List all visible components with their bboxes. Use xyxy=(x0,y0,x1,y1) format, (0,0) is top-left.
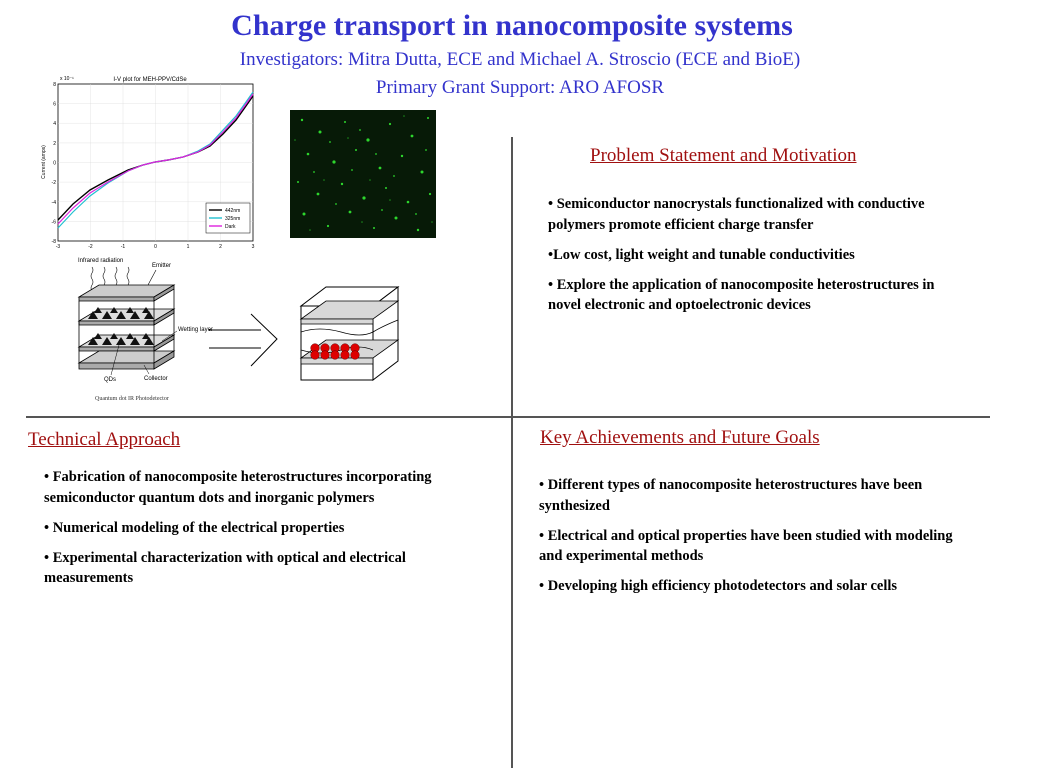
y-tick: -6 xyxy=(51,219,56,226)
iv-plot-exponent: x 10⁻¹ xyxy=(60,76,74,82)
collector-label: Collector xyxy=(144,376,168,382)
iv-plot-figure xyxy=(38,72,263,252)
detector-caption: Quantum dot IR Photodetector xyxy=(95,396,169,402)
list-item: • Developing high efficiency photodetectors and solar cells xyxy=(539,578,898,594)
technical-approach-list xyxy=(44,467,494,598)
x-tick: -2 xyxy=(88,244,93,250)
nanocomposite-device-diagram xyxy=(298,284,402,382)
iv-x-ticks xyxy=(56,244,255,250)
list-item: • Electrical and optical properties have been studied with modeling and experimental methods xyxy=(539,527,953,564)
x-tick: -3 xyxy=(55,244,61,250)
x-tick: 0 xyxy=(154,244,157,250)
iv-plot-title: I-V plot for MEH-PPV/CdSe xyxy=(113,77,187,83)
vertical-divider xyxy=(511,137,513,768)
emitter-label: Emitter xyxy=(152,263,172,269)
x-tick: 1 xyxy=(186,244,190,250)
list-item: • Semiconductor nanocrystals functionalized with conductive polymers promote efficient charge transfer xyxy=(548,196,925,233)
problem-statement-list xyxy=(548,194,958,325)
iv-ylabel: Current (amps) xyxy=(41,145,47,179)
problem-statement-heading: Problem Statement and Motivation xyxy=(590,145,857,166)
y-tick: -8 xyxy=(51,239,56,245)
fluorescence-micrograph xyxy=(290,110,436,238)
technical-approach-heading: Technical Approach xyxy=(28,429,181,450)
y-tick: 8 xyxy=(53,82,56,88)
x-tick: 2 xyxy=(219,244,222,250)
wetting-layer-label: Wetting layer xyxy=(178,327,213,333)
y-tick: 2 xyxy=(53,140,56,147)
key-achievements-heading: Key Achievements and Future Goals xyxy=(540,427,820,448)
legend-dark: Dark xyxy=(225,224,236,230)
infrared-label: Infrared radiation xyxy=(78,258,124,264)
qd-photodetector-diagram xyxy=(74,255,213,385)
iv-y-ticks xyxy=(52,82,57,245)
list-item: • Experimental characterization with optical and electrical measurements xyxy=(44,549,406,586)
list-item: • Explore the application of nanocomposite heterostructures in novel electronic and optoelectronic devices xyxy=(548,276,935,313)
arrow-icon xyxy=(205,312,283,370)
legend-325nm: 325nm xyxy=(225,216,241,222)
investigators-line: Investigators: Mitra Dutta, ECE and Michael A. Stroscio (ECE and BioE) xyxy=(239,49,801,70)
list-item: • Different types of nanocomposite heterostructures have been synthesized xyxy=(539,477,923,514)
x-tick: -1 xyxy=(120,244,126,250)
y-tick: 4 xyxy=(53,121,56,128)
grant-line: Primary Grant Support: ARO AFOSR xyxy=(375,77,665,98)
horizontal-divider xyxy=(26,416,990,418)
list-item: • Fabrication of nanocomposite heterostructures incorporating semiconductor quantum dots and inorganic polymers xyxy=(44,469,432,506)
key-achievements-list xyxy=(539,475,979,606)
y-tick: 0 xyxy=(53,160,56,167)
y-tick: -2 xyxy=(51,180,56,187)
qds-label: QDs xyxy=(104,377,116,383)
legend-442nm: 442nm xyxy=(225,208,241,214)
list-item: • Numerical modeling of the electrical properties xyxy=(44,519,345,536)
x-tick: 3 xyxy=(251,244,255,250)
list-item: •Low cost, light weight and tunable conductivities xyxy=(548,246,855,263)
slide-title: Charge transport in nanocomposite systems xyxy=(231,9,793,42)
y-tick: 6 xyxy=(53,101,56,108)
y-tick: -4 xyxy=(51,199,56,206)
